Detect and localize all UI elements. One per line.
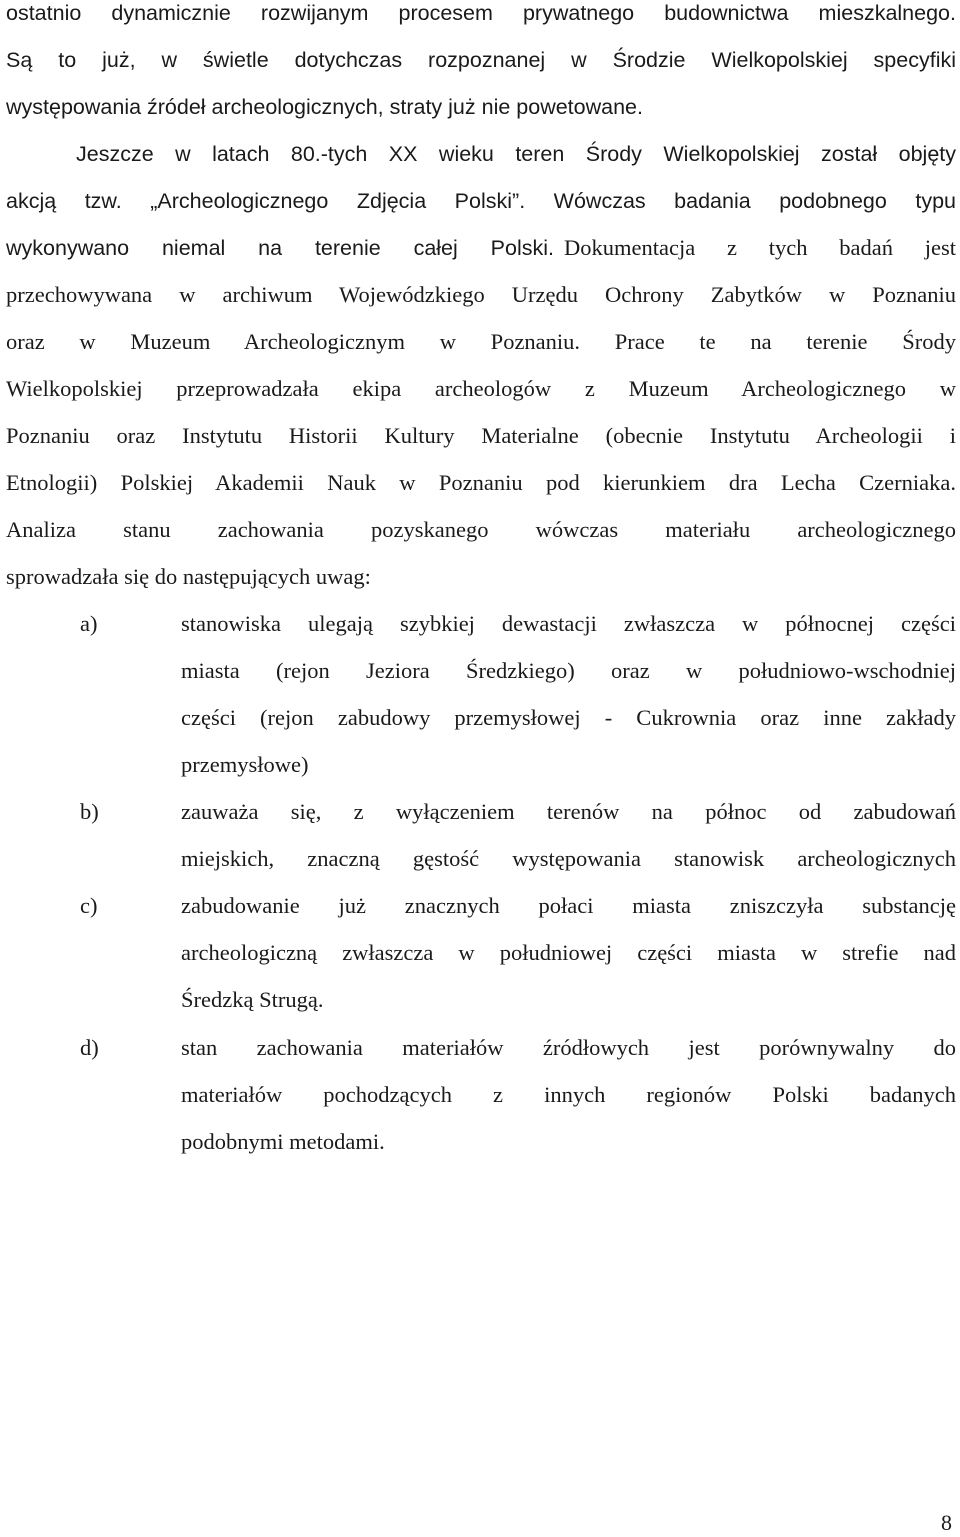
paragraph-line: ostatnio dynamicznie rozwijanym procesem prywatnego budownictwa mieszkalnego. [6, 1, 956, 25]
list-item-line: miejskich, znaczną gęstość występowania stanowisk archeologicznych [181, 846, 956, 871]
list-item-line: stanowiska ulegają szybkiej dewastacji zwłaszcza w północnej części [181, 611, 956, 636]
list-item-line: zauważa się, z wyłączeniem terenów na północ od zabudowań [181, 799, 956, 824]
list-item-line: stan zachowania materiałów źródłowych jest porównywalny do [181, 1035, 956, 1060]
paragraph-line-mixed [6, 233, 956, 263]
paragraph-line: Jeszcze w latach 80.-tych XX wieku teren Środy Wielkopolskiej został objęty [76, 142, 956, 166]
list-item-line: zabudowanie już znacznych połaci miasta zniszczyła substancję [181, 893, 956, 918]
list-item-label: a) [80, 611, 98, 636]
list-item-label: d) [80, 1035, 99, 1060]
paragraph-line-part: wykonywano niemal na terenie całej Polski. [6, 236, 554, 260]
list-item-line: miasta (rejon Jeziora Średzkiego) oraz w południowo-wschodniej [181, 658, 956, 683]
list-item-label: c) [80, 893, 98, 918]
paragraph-line: Etnologii) Polskiej Akademii Nauk w Poznaniu pod kierunkiem dra Lecha Czerniaka. [6, 470, 956, 495]
list-item-line: części (rejon zabudowy przemysłowej - Cukrownia oraz inne zakłady [181, 705, 956, 730]
page-number: 8 [941, 1510, 952, 1535]
paragraph-line: przechowywana w archiwum Wojewódzkiego Urzędu Ochrony Zabytków w Poznaniu [6, 282, 956, 307]
paragraph-line: Poznaniu oraz Instytutu Historii Kultury Materialne (obecnie Instytutu Archeologii i [6, 423, 956, 448]
list-item-line: materiałów pochodzących z innych regionów Polski badanych [181, 1082, 956, 1107]
paragraph-line: Analiza stanu zachowania pozyskanego wówczas materiału archeologicznego [6, 517, 956, 542]
paragraph-line: oraz w Muzeum Archeologicznym w Poznaniu. Prace te na terenie Środy [6, 329, 956, 354]
list-item-label: b) [80, 799, 99, 824]
paragraph-line: sprowadzała się do następujących uwag: [6, 564, 371, 589]
paragraph-line: Wielkopolskiej przeprowadzała ekipa archeologów z Muzeum Archeologicznego w [6, 376, 956, 401]
paragraph-line: akcją tzw. „Archeologicznego Zdjęcia Polski”. Wówczas badania podobnego typu [6, 189, 956, 213]
list-item-line: podobnymi metodami. [181, 1129, 385, 1154]
list-item-line: archeologiczną zwłaszcza w południowej części miasta w strefie nad [181, 940, 956, 965]
list-item-line: przemysłowe) [181, 752, 309, 777]
paragraph-line: występowania źródeł archeologicznych, straty już nie powetowane. [6, 95, 643, 119]
list-item-line: Średzką Strugą. [181, 987, 324, 1012]
paragraph-line: Są to już, w świetle dotychczas rozpoznanej w Środzie Wielkopolskiej specyfiki [6, 48, 956, 72]
paragraph-line-part: Dokumentacja z tych badań jest [564, 235, 956, 260]
